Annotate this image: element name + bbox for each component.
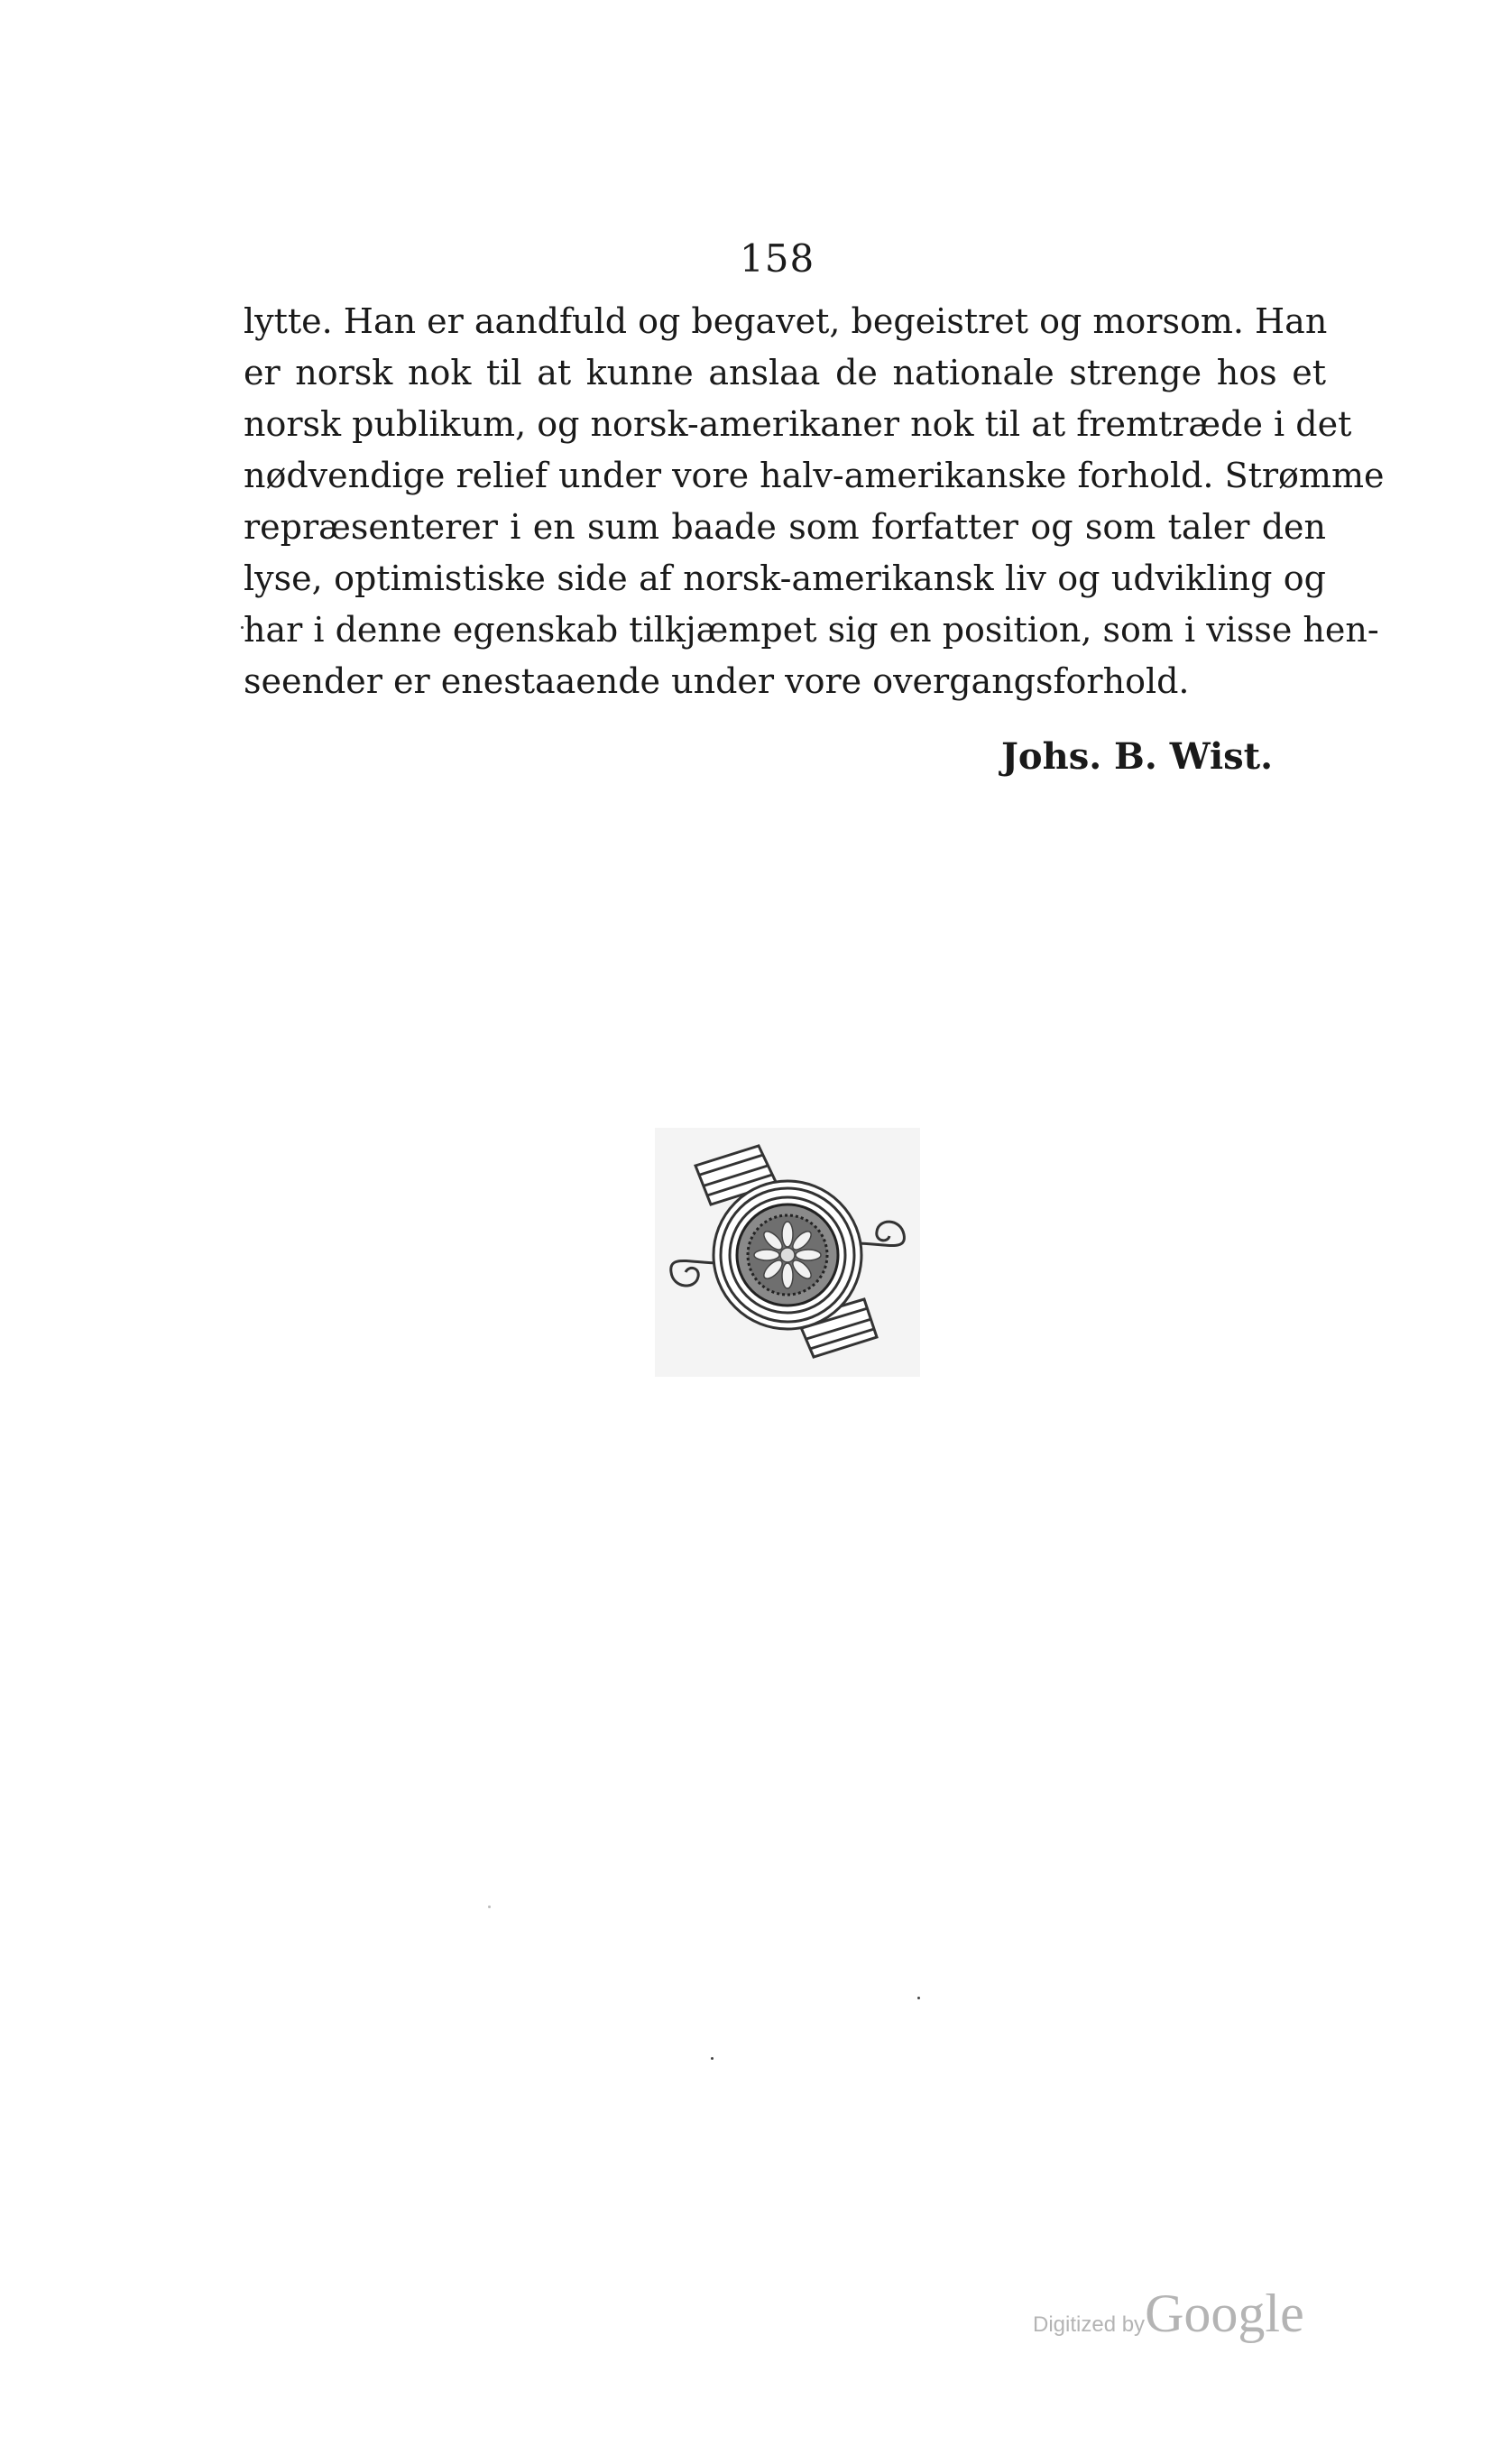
- text-line: er norsk nok til at kunne anslaa de nationale strenge hos et: [244, 353, 1326, 392]
- print-speck: [711, 2057, 714, 2060]
- ornament-icon: [655, 1128, 920, 1377]
- body-text: [244, 296, 1385, 707]
- text-line: seender er enestaaende under vore overgangsforhold.: [244, 661, 1190, 701]
- text-line: lytte. Han er aandfuld og begavet, begeistret og morsom. Han: [244, 301, 1328, 341]
- text-line: norsk publikum, og norsk-amerikaner nok til at fremtræde i det: [244, 404, 1352, 444]
- digitized-watermark: [1033, 2283, 1304, 2345]
- watermark-brand: Google: [1145, 2284, 1304, 2343]
- text-line: lyse, optimistiske side af norsk-amerikansk liv og udvikling og: [244, 558, 1326, 598]
- text-line: nødvendige relief under vore halv-amerikanske forhold. Strømme: [244, 456, 1385, 495]
- text-line: har i denne egenskab tilkjæmpet sig en position, som i visse hen-: [244, 610, 1379, 650]
- print-speck: [488, 1906, 491, 1908]
- text-line: repræsenterer i en sum baade som forfatter og som taler den: [244, 507, 1326, 547]
- print-speck: [917, 1997, 920, 1999]
- watermark-prefix: Digitized by: [1033, 2312, 1146, 2337]
- page-number: 158: [740, 236, 815, 281]
- print-speck: [241, 626, 244, 629]
- signature: Johs. B. Wist.: [1001, 735, 1274, 778]
